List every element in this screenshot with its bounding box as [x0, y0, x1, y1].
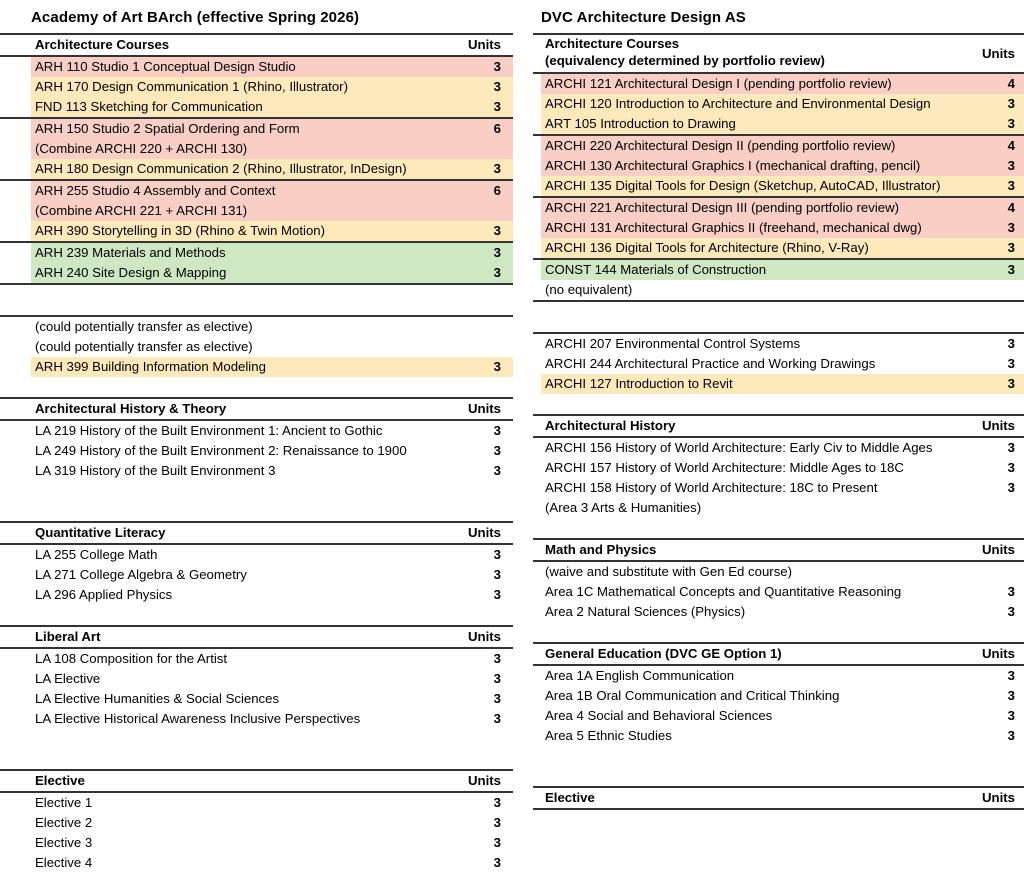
- course-name: ARCHI 207 Environmental Control Systems: [545, 336, 801, 351]
- course-units: 3: [963, 114, 1024, 134]
- course-name: ARH 399 Building Information Modeling: [31, 357, 449, 377]
- course-units: 3: [493, 711, 501, 726]
- gutter: [0, 139, 31, 159]
- course-units: 3: [963, 238, 1024, 258]
- table-row: [533, 602, 1024, 622]
- course-units: [963, 280, 1024, 300]
- spacer: [0, 377, 513, 397]
- course-units: 3: [963, 176, 1024, 196]
- course-name: ARCHI 130 Architectural Graphics I (mechanical drafting, pencil): [541, 156, 963, 176]
- right-elective-block: [533, 786, 1024, 810]
- course-name: ARCHI 220 Architectural Design II (pending portfolio review): [541, 136, 963, 156]
- table-row: [533, 156, 1024, 176]
- course-name: ART 105 Introduction to Drawing: [541, 114, 963, 134]
- column-header-units: Units: [982, 542, 1015, 557]
- gutter: [0, 709, 31, 729]
- course-units: 3: [963, 260, 1024, 280]
- gutter: [533, 602, 541, 622]
- semester-group-2: [0, 117, 513, 179]
- gutter: [0, 649, 31, 669]
- gutter: [0, 771, 31, 791]
- gutter: [0, 545, 31, 565]
- course-name: LA Elective: [35, 671, 101, 686]
- course-units: 3: [493, 443, 501, 458]
- table-row: [0, 357, 513, 377]
- spacer: [533, 622, 1024, 642]
- course-name: LA 108 Composition for the Artist: [35, 651, 228, 666]
- table-row: [533, 666, 1024, 686]
- gutter: [0, 421, 31, 441]
- spacer: [533, 746, 1024, 786]
- left-liberal-art-header-row: [0, 627, 513, 647]
- course-units: 3: [449, 243, 513, 263]
- gutter: [0, 57, 31, 77]
- gutter: [0, 689, 31, 709]
- column-header-units: Units: [468, 37, 501, 52]
- table-row: [533, 354, 1024, 374]
- gutter: [0, 853, 31, 873]
- table-row: [533, 478, 1024, 498]
- right-general-education-header-row: [533, 644, 1024, 664]
- spacer: [0, 285, 513, 315]
- gutter: [533, 74, 541, 94]
- gutter: [533, 582, 541, 602]
- gutter: [0, 461, 31, 481]
- course-units: 3: [963, 94, 1024, 114]
- gutter: [0, 317, 31, 337]
- gutter: [0, 523, 31, 543]
- right-deck-title: DVC Architecture Design AS: [541, 9, 746, 26]
- right-elective-header-row: [533, 788, 1024, 808]
- course-units: 3: [1007, 688, 1015, 703]
- column-header-units: Units: [468, 525, 501, 540]
- course-units: [449, 139, 513, 159]
- table-row: [533, 94, 1024, 114]
- gutter: [0, 833, 31, 853]
- right-semester-group-4: [533, 258, 1024, 302]
- right-semester-group-3: [533, 196, 1024, 258]
- gutter: [533, 458, 541, 478]
- course-name: ARCHI 120 Introduction to Architecture and Environmental Design: [541, 94, 963, 114]
- course-units: 4: [963, 136, 1024, 156]
- left-deck-academy-of-art: [0, 0, 513, 873]
- column-header-units: Units: [982, 790, 1015, 805]
- gutter: [0, 669, 31, 689]
- right-math-physics-header-row: [533, 540, 1024, 560]
- course-name: ARCHI 156 History of World Architecture: Early Civ to Middle Ages: [545, 440, 933, 455]
- spacer: [0, 605, 513, 625]
- course-units: 3: [449, 97, 513, 117]
- course-name: Area 5 Ethnic Studies: [545, 728, 672, 743]
- table-row: [533, 706, 1024, 726]
- course-name: ARH 180 Design Communication 2 (Rhino, Illustrator, InDesign): [31, 159, 449, 179]
- course-units: 3: [1007, 668, 1015, 683]
- course-note: (no equivalent): [545, 282, 633, 297]
- table-row: [533, 686, 1024, 706]
- gutter: [0, 793, 31, 813]
- gutter: [533, 416, 541, 436]
- table-row: [533, 218, 1024, 238]
- gutter: [533, 540, 541, 560]
- right-history-header-row: [533, 416, 1024, 436]
- table-row: [0, 813, 513, 833]
- left-history-header-row: [0, 399, 513, 419]
- section-title: [541, 35, 963, 72]
- gutter: [0, 813, 31, 833]
- table-row: [0, 461, 513, 481]
- course-units: 3: [1007, 336, 1015, 351]
- course-units: 3: [1007, 708, 1015, 723]
- table-row: [533, 176, 1024, 196]
- table-row: [0, 649, 513, 669]
- left-elective-transfer-block: [0, 315, 513, 377]
- table-row: [0, 97, 513, 117]
- course-units: 3: [1007, 604, 1015, 619]
- course-units: [963, 562, 1024, 582]
- course-units: 3: [1007, 460, 1015, 475]
- section-title: Liberal Art: [35, 629, 101, 644]
- table-row: [0, 853, 513, 873]
- table-row: [533, 260, 1024, 280]
- gutter: [533, 686, 541, 706]
- gutter: [533, 218, 541, 238]
- right-architecture-header-row: [533, 35, 1024, 72]
- table-row: [0, 833, 513, 853]
- gutter: [0, 97, 31, 117]
- section-title: Architectural History: [545, 418, 676, 433]
- course-note: (could potentially transfer as elective): [35, 319, 253, 334]
- gutter: [0, 399, 31, 419]
- course-name: ARCHI 136 Digital Tools for Architecture (Rhino, V-Ray): [541, 238, 963, 258]
- left-liberal-art-block: [0, 625, 513, 729]
- gutter: [533, 280, 541, 300]
- table-row: [0, 159, 513, 179]
- gutter: [533, 374, 541, 394]
- right-general-education-block: [533, 642, 1024, 746]
- course-units: 3: [493, 547, 501, 562]
- section-title: Elective: [35, 773, 85, 788]
- course-units: 3: [1007, 584, 1015, 599]
- spacer: [533, 518, 1024, 538]
- left-history-block: [0, 397, 513, 481]
- table-row: [0, 709, 513, 729]
- table-row: [0, 243, 513, 263]
- table-row: [0, 585, 513, 605]
- course-name: LA 219 History of the Built Environment 1: Ancient to Gothic: [35, 423, 383, 438]
- course-units: 3: [493, 463, 501, 478]
- course-name: ARCHI 158 History of World Architecture: 18C to Present: [545, 480, 878, 495]
- gutter: [0, 565, 31, 585]
- course-name: Area 4 Social and Behavioral Sciences: [545, 708, 773, 723]
- gutter: [0, 243, 31, 263]
- course-name: ARH 110 Studio 1 Conceptual Design Studio: [31, 57, 449, 77]
- course-units: 3: [963, 374, 1024, 394]
- course-units: [449, 337, 513, 357]
- spacer: [533, 302, 1024, 332]
- course-units: 3: [493, 835, 501, 850]
- course-name: Elective 4: [35, 855, 93, 870]
- course-units: [449, 201, 513, 221]
- section-title-line1: Architecture Courses: [545, 36, 680, 51]
- table-row: [533, 334, 1024, 354]
- column-header-units: Units: [468, 629, 501, 644]
- course-name: LA Elective Humanities & Social Sciences: [35, 691, 280, 706]
- course-units: 3: [493, 795, 501, 810]
- table-row: [0, 119, 513, 139]
- table-row: [0, 139, 513, 159]
- course-units: 3: [1007, 728, 1015, 743]
- course-note: (Combine ARCHI 220 + ARCHI 130): [31, 139, 449, 159]
- table-row: [533, 198, 1024, 218]
- table-row: [533, 438, 1024, 458]
- course-units: 3: [449, 357, 513, 377]
- section-title: General Education (DVC GE Option 1): [545, 646, 782, 661]
- course-note: (Combine ARCHI 221 + ARCHI 131): [31, 201, 449, 221]
- column-header-units: Units: [468, 773, 501, 788]
- table-row: [533, 374, 1024, 394]
- course-name: ARH 239 Materials and Methods: [31, 243, 449, 263]
- course-units: 3: [493, 587, 501, 602]
- course-name: LA Elective Historical Awareness Inclusive Perspectives: [35, 711, 361, 726]
- course-units: 3: [963, 218, 1024, 238]
- gutter: [533, 726, 541, 746]
- course-units: 3: [449, 77, 513, 97]
- gutter: [533, 334, 541, 354]
- left-deck-title: Academy of Art BArch (effective Spring 2026): [31, 9, 360, 26]
- gutter: [533, 498, 541, 518]
- section-title: Quantitative Literacy: [35, 525, 166, 540]
- gutter: [533, 666, 541, 686]
- section-title: Architectural History & Theory: [35, 401, 227, 416]
- left-elective-block: [0, 769, 513, 873]
- course-units: 3: [1007, 356, 1015, 371]
- table-row: [0, 545, 513, 565]
- gutter: [533, 114, 541, 134]
- gutter: [533, 35, 541, 72]
- course-note: (Area 3 Arts & Humanities): [545, 500, 702, 515]
- course-units: [449, 317, 513, 337]
- course-units: 6: [449, 181, 513, 201]
- left-architecture-block: [0, 33, 513, 285]
- course-name: ARH 170 Design Communication 1 (Rhino, Illustrator): [31, 77, 449, 97]
- gutter: [533, 260, 541, 280]
- table-row: [0, 565, 513, 585]
- table-row: [0, 221, 513, 241]
- semester-group-1: [0, 57, 513, 117]
- course-name: ARCHI 131 Architectural Graphics II (freehand, mechanical dwg): [541, 218, 963, 238]
- table-row: [533, 458, 1024, 478]
- course-name: ARH 390 Storytelling in 3D (Rhino & Twin Motion): [31, 221, 449, 241]
- section-title-line2: (equivalency determined by portfolio review): [545, 53, 825, 68]
- table-row: [0, 201, 513, 221]
- gutter: [0, 627, 31, 647]
- course-units: 4: [963, 74, 1024, 94]
- course-units: 3: [449, 221, 513, 241]
- course-units: 3: [963, 156, 1024, 176]
- course-units: 3: [1007, 480, 1015, 495]
- gutter: [0, 159, 31, 179]
- column-header-course: Architecture Courses: [35, 37, 170, 52]
- course-note: (waive and substitute with Gen Ed course): [545, 564, 793, 579]
- table-row: [533, 726, 1024, 746]
- course-name: Area 1B Oral Communication and Critical Thinking: [545, 688, 840, 703]
- gutter: [0, 441, 31, 461]
- table-row: [0, 793, 513, 813]
- semester-group-4: [0, 241, 513, 285]
- gutter: [533, 238, 541, 258]
- gutter: [533, 788, 541, 808]
- gutter: [0, 585, 31, 605]
- course-name: ARH 150 Studio 2 Spatial Ordering and Form: [31, 119, 449, 139]
- table-row: [533, 114, 1024, 134]
- right-semester-group-1: [533, 74, 1024, 134]
- section-title: Math and Physics: [545, 542, 657, 557]
- course-note: (could potentially transfer as elective): [35, 339, 253, 354]
- course-units: 3: [449, 159, 513, 179]
- course-units: 3: [1007, 440, 1015, 455]
- gutter: [0, 337, 31, 357]
- column-header-units: Units: [982, 46, 1015, 61]
- right-deck-dvc: [533, 0, 1024, 810]
- semester-group-3: [0, 179, 513, 241]
- course-name: ARCHI 135 Digital Tools for Design (Sketchup, AutoCAD, Illustrator): [541, 176, 963, 196]
- table-row: [533, 280, 1024, 300]
- column-header-units: Units: [468, 401, 501, 416]
- course-units: 3: [493, 651, 501, 666]
- course-units: 6: [449, 119, 513, 139]
- table-row: [533, 74, 1024, 94]
- gutter: [0, 263, 31, 283]
- table-row: [533, 136, 1024, 156]
- table-row: [0, 421, 513, 441]
- course-name: LA 296 Applied Physics: [35, 587, 173, 602]
- gutter: [533, 562, 541, 582]
- gutter: [0, 201, 31, 221]
- course-name: Area 1C Mathematical Concepts and Quantitative Reasoning: [545, 584, 902, 599]
- right-elective-transfer-block: [533, 332, 1024, 394]
- spacer: [0, 481, 513, 521]
- table-row: [0, 689, 513, 709]
- course-name: ARCHI 244 Architectural Practice and Working Drawings: [545, 356, 876, 371]
- course-units: 3: [493, 691, 501, 706]
- course-units: 3: [493, 567, 501, 582]
- table-row: [0, 317, 513, 337]
- course-name: LA 249 History of the Built Environment 2: Renaissance to 1900: [35, 443, 407, 458]
- course-name: LA 255 College Math: [35, 547, 158, 562]
- table-row: [0, 57, 513, 77]
- right-math-physics-block: [533, 538, 1024, 622]
- gutter: [533, 94, 541, 114]
- course-name: ARCHI 221 Architectural Design III (pending portfolio review): [541, 198, 963, 218]
- spacer: [533, 394, 1024, 414]
- gutter: [0, 221, 31, 241]
- table-row: [0, 181, 513, 201]
- course-units: 3: [493, 815, 501, 830]
- course-units: 3: [449, 263, 513, 283]
- table-row: [533, 238, 1024, 258]
- left-quantitative-header-row: [0, 523, 513, 543]
- table-row: [0, 669, 513, 689]
- right-history-block: [533, 414, 1024, 518]
- column-header-units: Units: [982, 646, 1015, 661]
- course-name: LA 271 College Algebra & Geometry: [35, 567, 247, 582]
- table-row: [533, 582, 1024, 602]
- course-units: [963, 498, 1024, 518]
- gutter: [533, 644, 541, 664]
- gutter: [533, 176, 541, 196]
- table-row: [0, 263, 513, 283]
- gutter: [533, 198, 541, 218]
- table-row: [0, 441, 513, 461]
- course-name: LA 319 History of the Built Environment 3: [35, 463, 276, 478]
- course-name: ARCHI 157 History of World Architecture: Middle Ages to 18C: [545, 460, 904, 475]
- course-units: 3: [493, 855, 501, 870]
- gutter: [533, 706, 541, 726]
- course-units: 3: [493, 423, 501, 438]
- course-name: ARH 255 Studio 4 Assembly and Context: [31, 181, 449, 201]
- gutter: [533, 438, 541, 458]
- gutter: [0, 35, 31, 55]
- gutter: [0, 181, 31, 201]
- rule-under-header: [533, 808, 1024, 810]
- course-name: Elective 1: [35, 795, 93, 810]
- course-name: Elective 3: [35, 835, 93, 850]
- gutter: [0, 119, 31, 139]
- column-header-units: Units: [982, 418, 1015, 433]
- gutter: [533, 156, 541, 176]
- table-row: [0, 77, 513, 97]
- gutter: [533, 478, 541, 498]
- course-units: 3: [493, 671, 501, 686]
- course-name: ARCHI 121 Architectural Design I (pending portfolio review): [541, 74, 963, 94]
- course-units: 3: [449, 57, 513, 77]
- course-name: ARCHI 127 Introduction to Revit: [541, 374, 963, 394]
- gutter: [0, 357, 31, 377]
- table-row: [533, 498, 1024, 518]
- table-row: [533, 562, 1024, 582]
- table-row: [0, 337, 513, 357]
- gutter: [0, 77, 31, 97]
- left-architecture-header-row: [0, 35, 513, 55]
- gutter: [533, 354, 541, 374]
- course-name: ARH 240 Site Design & Mapping: [31, 263, 449, 283]
- course-name: Area 1A English Communication: [545, 668, 735, 683]
- left-elective-header-row: [0, 771, 513, 791]
- course-name: FND 113 Sketching for Communication: [31, 97, 449, 117]
- course-name: CONST 144 Materials of Construction: [541, 260, 963, 280]
- course-name: Elective 2: [35, 815, 93, 830]
- right-semester-group-2: [533, 134, 1024, 196]
- course-units: 4: [963, 198, 1024, 218]
- left-quantitative-block: [0, 521, 513, 605]
- spacer: [0, 729, 513, 769]
- right-architecture-block: [533, 33, 1024, 302]
- course-name: Area 2 Natural Sciences (Physics): [545, 604, 746, 619]
- gutter: [533, 136, 541, 156]
- section-title: Elective: [545, 790, 595, 805]
